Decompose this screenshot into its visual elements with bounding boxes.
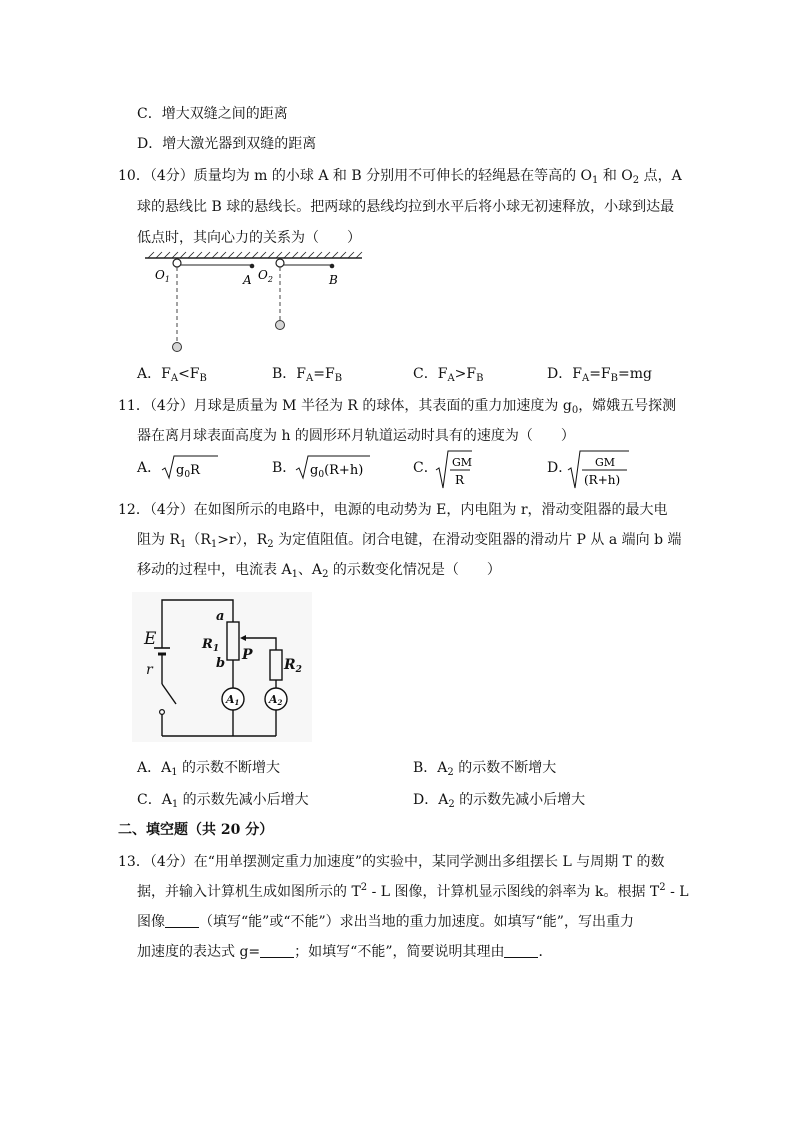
prev-option-d: D．增大激光器到双缝的距离 (137, 136, 317, 152)
section-heading-fill-in: 二、填空题（共 20 分） (118, 822, 274, 838)
label-o1: $O_1$ (155, 268, 170, 284)
svg-text:A2: A2 (269, 693, 283, 707)
q12-stem-line3: 移动的过程中，电流表 $A_1$、$A_2$ 的示数变化情况是（ ） (137, 562, 501, 580)
q11-option-d-formula (566, 448, 632, 490)
svg-text:R2: $R_2$ (284, 657, 302, 675)
q12-option-c: C．$A_1$ 的示数先减小后增大 (137, 792, 309, 810)
q12-option-d: D．$A_2$ 的示数先减小后增大 (413, 792, 586, 810)
svg-text:(R+h): (R+h) (584, 473, 621, 487)
q13-stem-line3: 图像 （填写“能”或“不能”）求出当地的重力加速度。如填写“能”，写出重力 (137, 914, 634, 930)
label-b: B (329, 273, 338, 287)
svg-text:R: R (455, 473, 465, 487)
svg-text:r: r (146, 662, 153, 678)
ball-a-bottom (173, 343, 182, 352)
label-o2: $O_2$ (258, 268, 273, 284)
circuit-diagram (132, 592, 312, 742)
pendulum-figure (140, 252, 380, 362)
answer-blank-2[interactable] (260, 943, 294, 958)
q11-option-d-label: D． (547, 460, 573, 476)
answer-blank-3[interactable] (504, 943, 538, 958)
q10-stem-line2: 球的悬线比 B 球的悬线长。把两球的悬线均拉到水平后将小球无初速释放，小球到达最 (137, 199, 675, 215)
q13-stem-line2: 据，并输入计算机生成如图所示的 $T^2$ - L 图像，计算机显示图线的斜率为 k。根据 $T^2$ - L (137, 882, 689, 900)
q13-stem-line1: 13．（4分）在“用单摆测定重力加速度”的实验中，某同学测出多组摆长 L 与周期 T 的数 (118, 854, 665, 870)
q12-stem-line2: 阻为 $R_1(R_1>r)$，$R_2$ 为定值阻值。闭合电键，在滑动变阻器的滑动片 P 从 a 端向 b 端 (137, 532, 682, 550)
q12-option-a: A．$A_1$ 的示数不断增大 (137, 760, 281, 778)
q11-option-c-label: C． (413, 460, 438, 476)
q13-stem-line4: 加速度的表达式 g= ；如填写“不能”，简要说明其理由 ． (137, 944, 553, 960)
svg-text:E: E (144, 629, 157, 649)
q10-option-a: A．$F_A<F_B$ (137, 366, 207, 384)
pivot-o2 (276, 259, 284, 267)
svg-text:P: P (242, 647, 253, 663)
q11-option-a-label: A． (137, 460, 162, 476)
svg-text:g0R: $g_0R$ (176, 463, 200, 480)
q11-stem-line1: 11．（4分）月球是质量为 M 半径为 R 的球体，其表面的重力加速度为 $g_0$，嫦娥五号探测 (118, 398, 677, 416)
q10-stem-line3: 低点时，其向心力的关系为（ ） (137, 230, 361, 246)
q11-option-a-formula (160, 452, 220, 482)
pivot-o1 (173, 259, 181, 267)
ball-b-start (330, 264, 335, 269)
q11-stem-line2: 器在离月球表面高度为 h 的圆形环月轨道运动时具有的速度为（ ） (137, 428, 575, 444)
q12-option-b: B．$A_2$ 的示数不断增大 (413, 760, 557, 778)
label-a: A (243, 273, 252, 287)
q10-option-c: C．$F_A>F_B$ (413, 366, 484, 384)
q11-option-b-label: B． (272, 460, 297, 476)
q12-stem-line1: 12．（4分）在如图所示的电路中，电源的电动势为 E，内电阻为 r，滑动变阻器的最大电 (118, 502, 668, 518)
answer-blank-1[interactable] (165, 913, 199, 928)
ball-b-bottom (276, 321, 285, 330)
prev-option-c: C．增大双缝之间的距离 (137, 106, 288, 122)
q10-option-b: B．$F_A=F_B$ (272, 366, 343, 384)
svg-text:GM: GM (452, 456, 473, 469)
svg-text:b: b (216, 656, 226, 671)
q11-option-c-formula (434, 448, 474, 490)
svg-text:GM: GM (595, 456, 616, 469)
svg-text:R1: $R_1$ (202, 637, 220, 654)
ball-a-start (250, 264, 255, 269)
q10-option-d: D．$F_A=F_B=mg$ (547, 366, 652, 384)
svg-text:g0(R+h): $g_0(R+h)$ (310, 463, 364, 480)
q11-option-b-formula (294, 452, 374, 482)
svg-text:A1: A1 (226, 693, 240, 707)
svg-text:a: a (216, 609, 225, 624)
q10-stem-line1: 10．（4分）质量均为 m 的小球 A 和 B 分别用不可伸长的轻绳悬在等高的 $O_1$ 和 $O_2$ 点，A (118, 168, 682, 186)
